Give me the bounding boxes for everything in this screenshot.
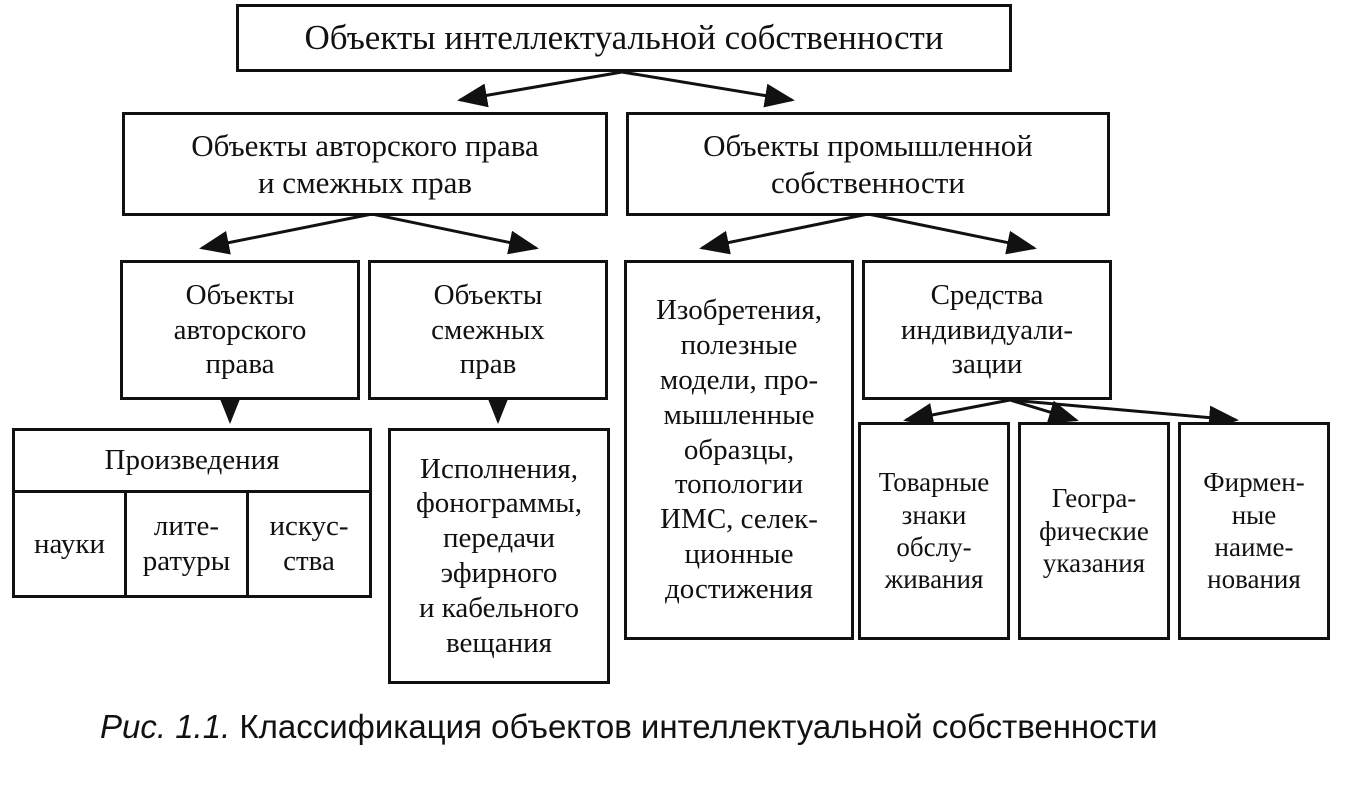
works-title: Произведения [15,431,369,493]
figure-caption [100,708,1340,746]
arrow-root-to-industrial [622,72,792,100]
figure-number: Рис. 1.1. [100,708,231,745]
arrow-industrial-to-inventions [702,214,868,248]
individualization-label: Средства индивидуали- зации [900,278,1074,381]
arrow-copyright-to-author [202,214,372,248]
inventions-box [624,260,854,640]
performances-box [388,428,610,684]
root-box [236,4,1012,72]
arrow-root-to-copyright [460,72,622,100]
performances-label: Исполнения, фонограммы, передачи эфирного и кабельного вещания [415,452,582,659]
industrial-label: Объекты промышленной собственности [703,127,1033,200]
arrow-industrial-to-individualization [868,214,1034,248]
trademarks-label: Товарные знаки обслу- живания [878,467,990,595]
works-art: искус- ства [269,510,349,577]
works-table [12,428,372,598]
arrow-individualization-to-trademarks [906,400,1010,420]
company-names-box [1178,422,1330,640]
geographic-box [1018,422,1170,640]
root-label: Объекты интеллектуальной собственности [304,18,944,57]
trademarks-box [858,422,1010,640]
related-rights-label: Объекты смежных прав [431,278,545,381]
copyright-related-box [122,112,608,216]
inventions-label: Изобретения, полезные модели, про- мышленные образцы, топологии ИМС, селек- ционные достижения [655,294,823,605]
individualization-box [862,260,1112,400]
geographic-label: Геогра- фические указания [1039,483,1149,579]
works-science: науки [15,493,127,595]
copyright-box [120,260,360,400]
figure-caption-text: Классификация объектов интеллектуальной собственности [230,708,1158,745]
copyright-related-label: Объекты авторского права и смежных прав [191,127,539,200]
works-literature: лите- ратуры [127,493,249,595]
company-names-label: Фирмен- ные наиме- нования [1203,467,1305,595]
copyright-label: Объекты авторского права [173,278,307,381]
industrial-box [626,112,1110,216]
related-rights-box [368,260,608,400]
arrow-copyright-to-related [372,214,536,248]
